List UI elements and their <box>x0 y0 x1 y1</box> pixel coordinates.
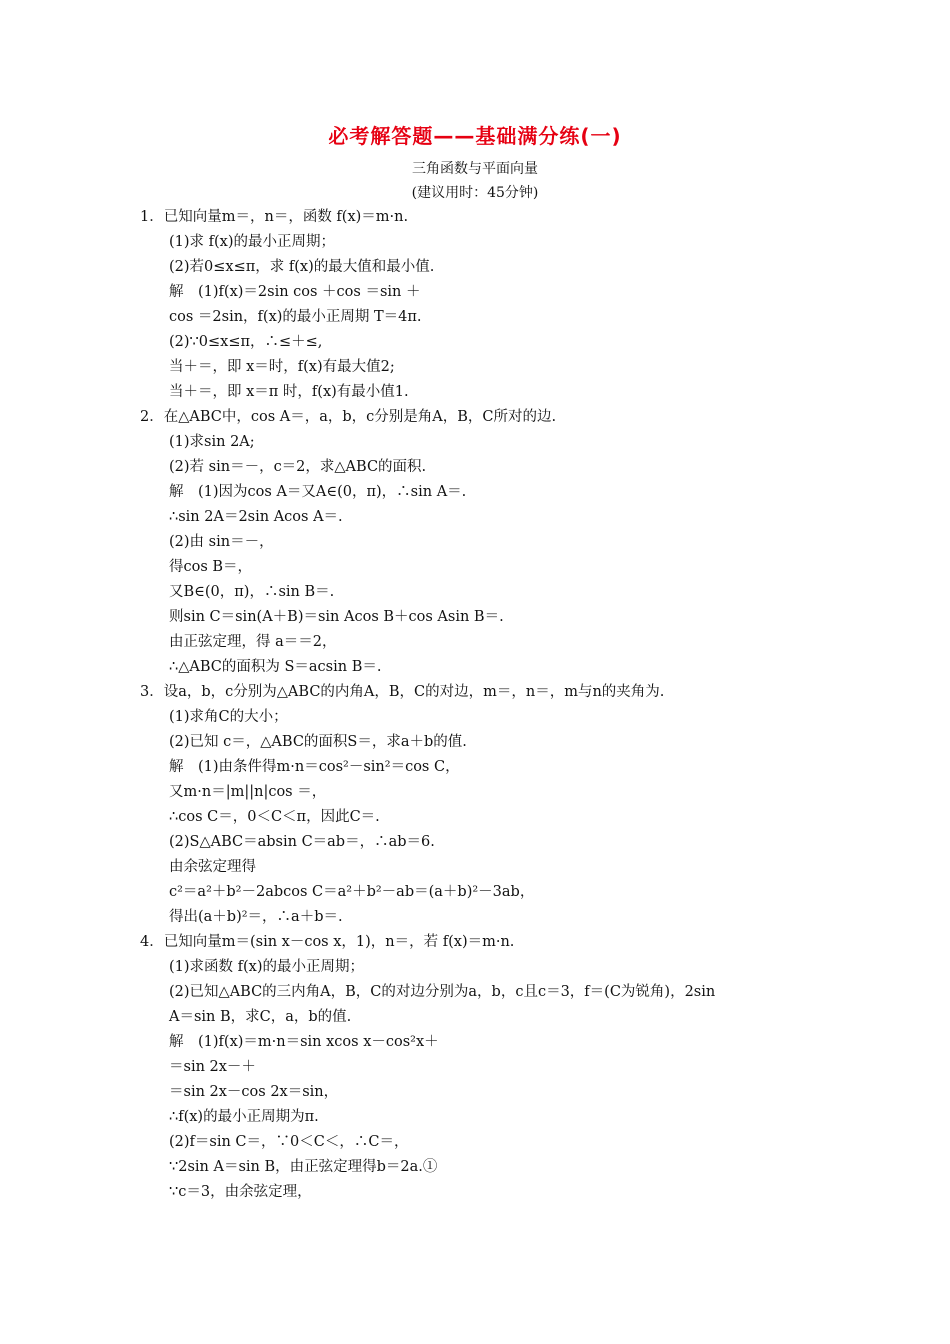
solution-line: 解 (1)因为cos A＝又A∈(0，π)，∴sin A＝. <box>169 484 467 500</box>
solution-line: (1)求 f(x)的最小正周期； <box>169 234 336 250</box>
solution-line: (2)由 sin＝－， <box>169 534 274 550</box>
solution-line: (2)已知△ABC的三内角A，B，C的对边分别为a，b，c且c＝3，f＝(C为锐角)，2sin <box>169 984 716 1000</box>
solution-line: (2)∵0≤x≤π，∴≤＋≤, <box>169 334 323 350</box>
solution-line: 则sin C＝sin(A＋B)＝sin Acos B＋cos Asin B＝. <box>169 609 504 625</box>
solution-line: 得出(a＋b)²＝，∴a＋b＝. <box>169 909 343 925</box>
solution-line: 解 (1)f(x)＝m·n＝sin xcos x－cos²x＋ <box>169 1034 439 1050</box>
solution-line: (1)求函数 f(x)的最小正周期； <box>169 959 365 975</box>
solution-line: ＝sin 2x－＋ <box>169 1059 256 1075</box>
page-subtitle: 三角函数与平面向量 <box>412 161 538 177</box>
question-line: 4．已知向量m＝(sin x－cos x，1)，n＝，若 f(x)＝m·n. <box>140 934 515 950</box>
solution-line: 当＋＝，即 x＝π 时，f(x)有最小值1. <box>169 384 409 400</box>
solution-line: ∴△ABC的面积为 S＝acsin B＝. <box>169 659 382 675</box>
solution-line: 解 (1)f(x)＝2sin cos ＋cos ＝sin ＋ <box>169 284 421 300</box>
solution-line: ∵c＝3，由余弦定理， <box>169 1184 312 1200</box>
solution-line: c²＝a²＋b²－2abcos C＝a²＋b²－ab＝(a＋b)²－3ab， <box>169 884 535 900</box>
question-line: 3．设a，b，c分别为△ABC的内角A，B，C的对边，m＝，n＝，m与n的夹角为. <box>140 684 665 700</box>
solution-line: (2)已知 c＝，△ABC的面积S＝，求a＋b的值. <box>169 734 467 750</box>
page-title: 必考解答题——基础满分练(一) <box>328 124 622 148</box>
solution-line: ∴sin 2A＝2sin Acos A＝. <box>169 509 343 525</box>
solution-line: 由余弦定理得 <box>169 859 256 875</box>
solution-line: (2)若 sin＝－，c＝2，求△ABC的面积. <box>169 459 427 475</box>
solution-line: ∴f(x)的最小正周期为π. <box>169 1109 319 1125</box>
solution-line: (1)求sin 2A; <box>169 434 255 450</box>
question-line: 2．在△ABC中，cos A＝，a，b，c分别是角A，B，C所对的边. <box>140 409 557 425</box>
solution-line: A＝sin B，求C，a，b的值. <box>169 1009 352 1025</box>
solution-line: ∵2sin A＝sin B，由正弦定理得b＝2a.① <box>169 1159 438 1175</box>
solution-line: (2)若0≤x≤π，求 f(x)的最大值和最小值. <box>169 259 435 275</box>
solution-line: (2)f＝sin C＝，∵0＜C＜，∴C＝， <box>169 1134 409 1150</box>
solution-line: ∴cos C＝，0＜C＜π，因此C＝. <box>169 809 380 825</box>
solution-line: 解 (1)由条件得m·n＝cos²－sin²＝cos C， <box>169 759 460 775</box>
problem-content <box>140 205 820 1205</box>
time-hint: (建议用时：45分钟) <box>411 185 539 201</box>
solution-line: 又B∈(0，π)，∴sin B＝. <box>169 584 335 600</box>
solution-line: 当＋＝，即 x＝时，f(x)有最大值2; <box>169 359 395 375</box>
solution-line: cos ＝2sin，f(x)的最小正周期 T＝4π. <box>169 309 422 325</box>
solution-line: 又m·n＝|m||n|cos ＝， <box>169 784 327 800</box>
solution-line: 由正弦定理，得 a＝＝2， <box>169 634 337 650</box>
solution-line: 得cos B＝， <box>169 559 253 575</box>
solution-line: (2)S△ABC＝absin C＝ab＝，∴ab＝6. <box>169 834 435 850</box>
question-line: 1．已知向量m＝，n＝，函数 f(x)＝m·n. <box>140 209 409 225</box>
solution-line: (1)求角C的大小； <box>169 709 288 725</box>
solution-line: ＝sin 2x－cos 2x＝sin， <box>169 1084 339 1100</box>
